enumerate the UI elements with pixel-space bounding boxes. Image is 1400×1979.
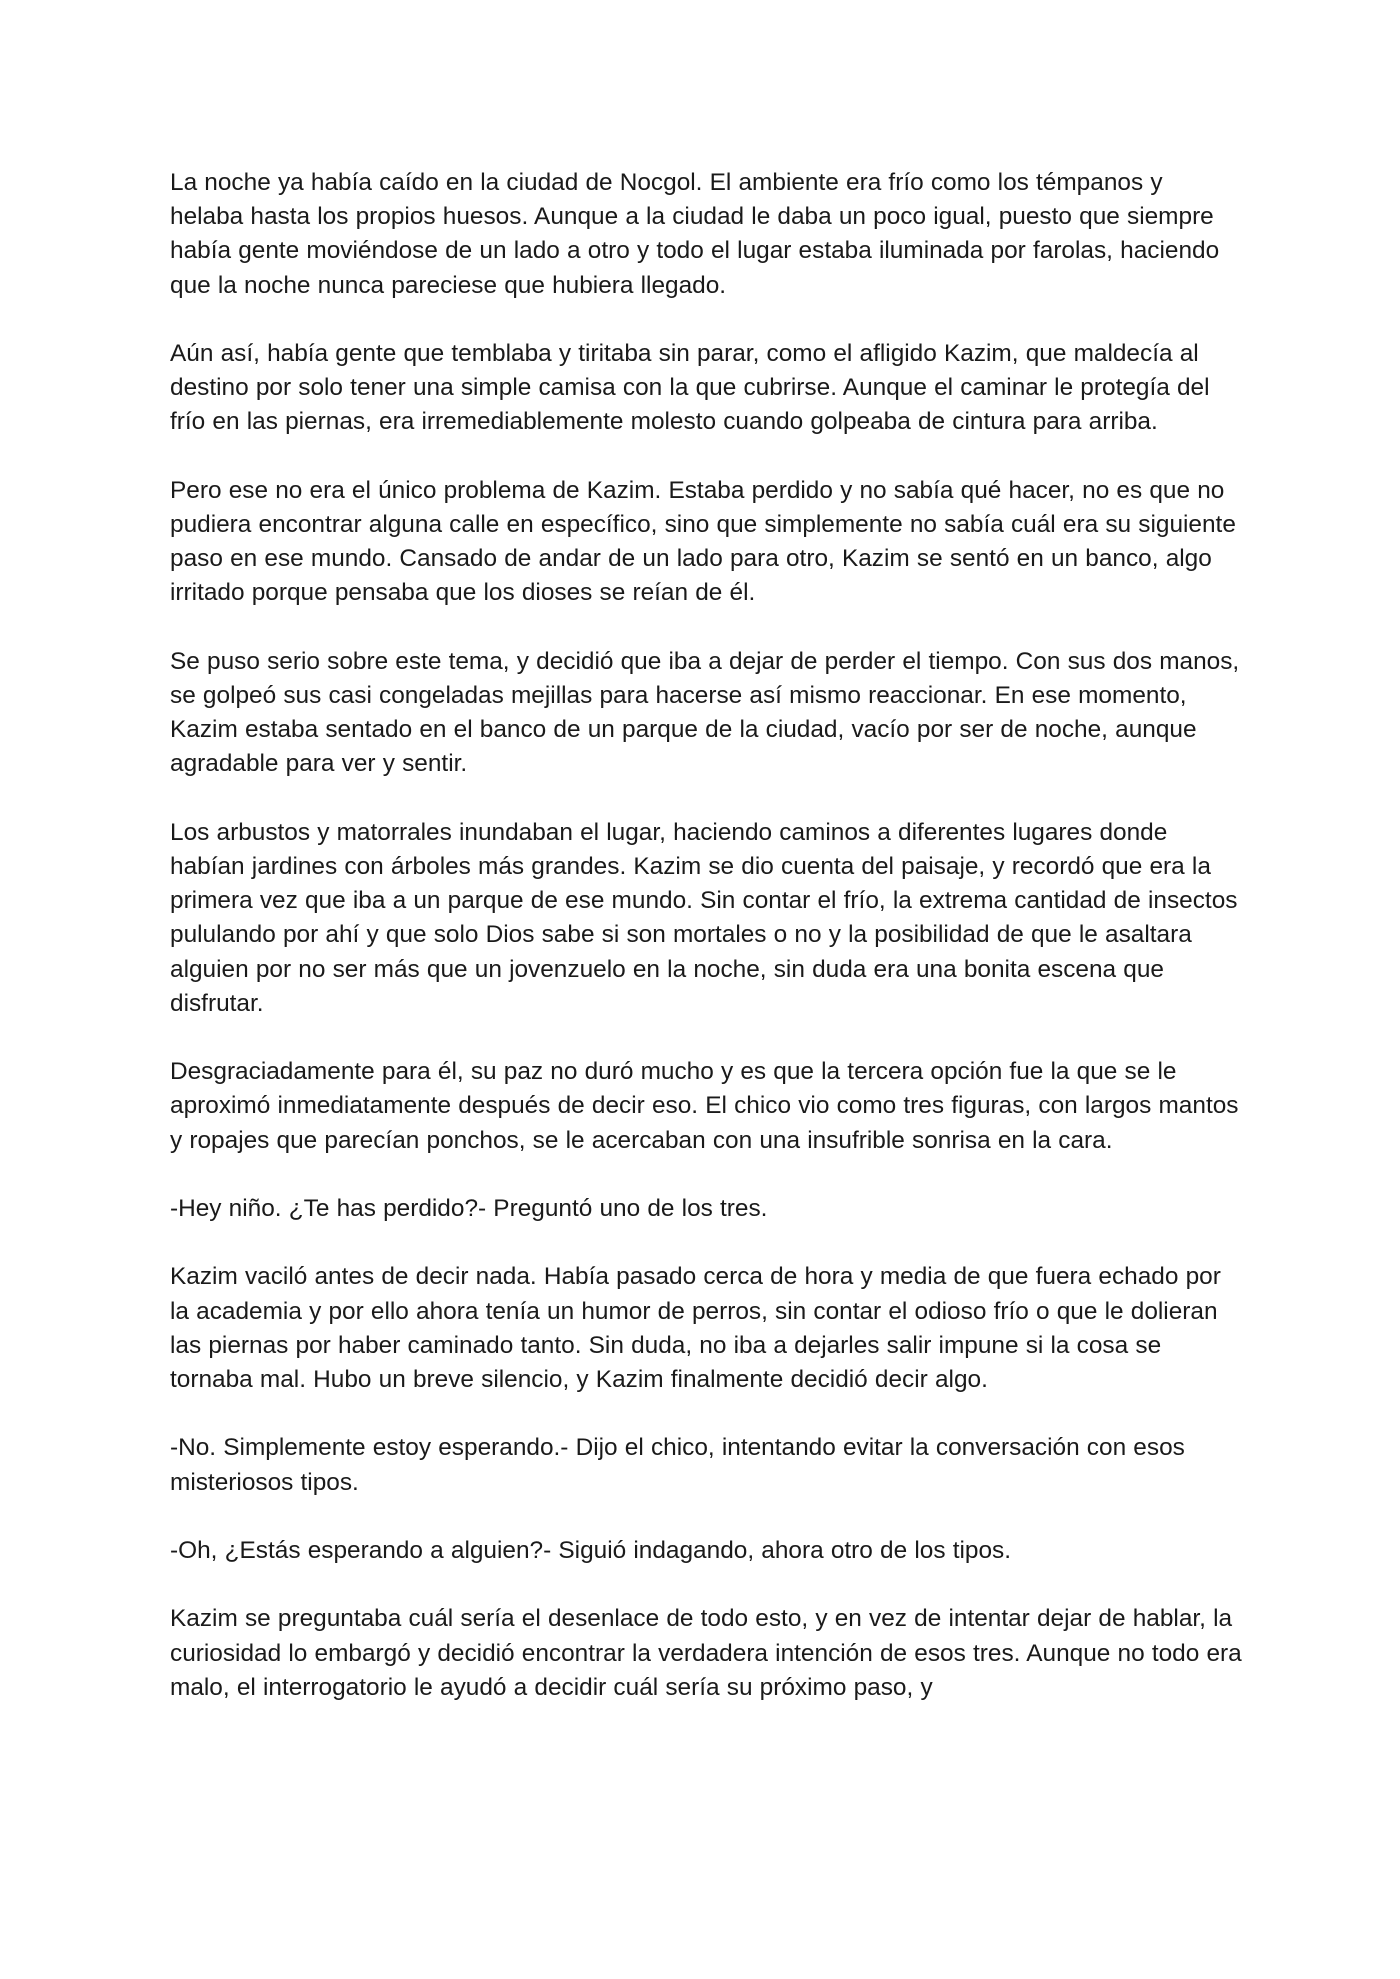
paragraph-7: Kazim vaciló antes de decir nada. Había pasado cerca de hora y media de que fuera echado por la academia y por ello ahora tenía un humor de perros, sin contar el odioso frío o que le dolieran las piernas por haber caminado tanto. Sin duda, no iba a dejarles salir impune si la cosa se tornaba mal. Hubo un breve silencio, y Kazim finalmente decidió decir algo. xyxy=(170,1263,1221,1393)
paragraph-4: Se puso serio sobre este tema, y decidió que iba a dejar de perder el tiempo. Con sus dos manos, se golpeó sus casi congeladas mejillas para hacerse así mismo reaccionar. En ese momento, Kazim estaba sentado en el banco de un parque de la ciudad, vacío por ser de noche, aunque agradable para ver y sentir. xyxy=(170,647,1240,778)
paragraph-8: Kazim se preguntaba cuál sería el desenlace de todo esto, y en vez de intentar dejar de hablar, la curiosidad lo embargó y decidió encontrar la verdadera intención de esos tres. Aunque no todo era malo, el interrogatorio le ayudó a decidir cuál sería su próximo paso, y xyxy=(170,1605,1242,1701)
paragraph-6: Desgraciadamente para él, su paz no duró mucho y es que la tercera opción fue la que se le aproximó inmediatamente después de decir eso. El chico vio como tres figuras, con largos mantos y ropajes que parecían ponchos, se le acercaban con una insufrible sonrisa en la cara. xyxy=(170,1058,1239,1154)
document-body xyxy=(170,166,1242,1739)
paragraph-1: La noche ya había caído en la ciudad de Nocgol. El ambiente era frío como los témpanos y helaba hasta los propios huesos. Aunque a la ciudad le daba un poco igual, puesto que siempre había gente moviéndose de un lado a otro y todo el lugar estaba iluminada por farolas, haciendo que la noche nunca pareciese que hubiera llegado. xyxy=(170,169,1220,299)
paragraph-2: Aún así, había gente que temblaba y tiritaba sin parar, como el afligido Kazim, que maldecía al destino por solo tener una simple camisa con la que cubrirse. Aunque el caminar le protegía del frío en las piernas, era irremediablemente molesto cuando golpeaba de cintura para arriba. xyxy=(170,340,1210,436)
dialogue-line-1: -Hey niño. ¿Te has perdido?- Preguntó uno de los tres. xyxy=(170,1195,768,1222)
paragraph-5: Los arbustos y matorrales inundaban el lugar, haciendo caminos a diferentes lugares donde habían jardines con árboles más grandes. Kazim se dio cuenta del paisaje, y recordó que era la primera vez que iba a un parque de ese mundo. Sin contar el frío, la extrema cantidad de insectos pululando por ahí y que solo Dios sabe si son mortales o no y la posibilidad de que le asaltara alguien por no ser más que un jovenzuelo en la noche, sin duda era una bonita escena que disfrutar. xyxy=(170,818,1238,1017)
dialogue-line-3: -Oh, ¿Estás esperando a alguien?- Siguió indagando, ahora otro de los tipos. xyxy=(170,1536,1011,1564)
paragraph-3: Pero ese no era el único problema de Kazim. Estaba perdido y no sabía qué hacer, no es que no pudiera encontrar alguna calle en específico, sino que simplemente no sabía cuál era su siguiente paso en ese mundo. Cansado de andar de un lado para otro, Kazim se sentó en un banco, algo irritado porque pensaba que los dioses se reían de él. xyxy=(170,476,1236,607)
dialogue-line-2: -No. Simplemente estoy esperando.- Dijo el chico, intentando evitar la conversación con esos misteriosos tipos. xyxy=(170,1434,1185,1496)
